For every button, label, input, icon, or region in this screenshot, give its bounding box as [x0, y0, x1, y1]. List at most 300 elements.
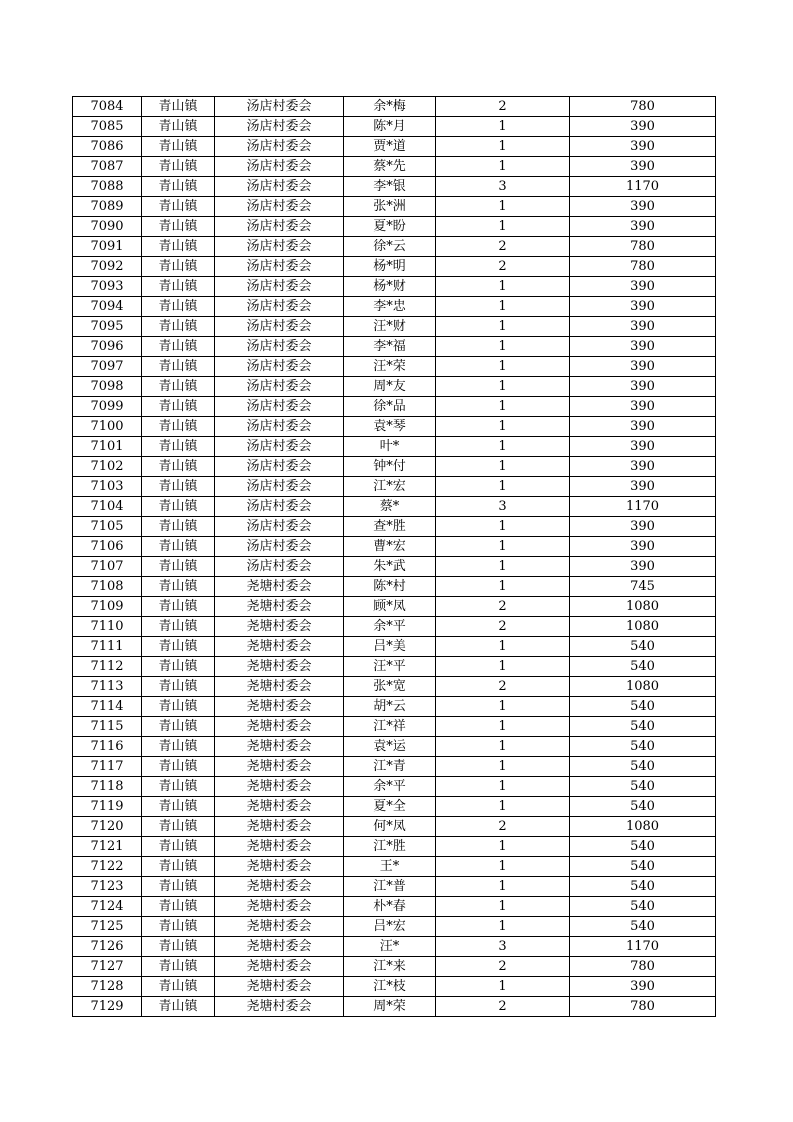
cell-town: 青山镇: [142, 917, 215, 937]
table-row: [73, 417, 716, 437]
cell-amount: 1170: [570, 497, 716, 517]
cell-amount: 780: [570, 237, 716, 257]
table-row: [73, 297, 716, 317]
table-row: [73, 437, 716, 457]
cell-town: 青山镇: [142, 837, 215, 857]
cell-amount: 1170: [570, 937, 716, 957]
cell-name: 江*胜: [344, 837, 436, 857]
table-row: [73, 697, 716, 717]
table-row: [73, 97, 716, 117]
cell-amount: 390: [570, 357, 716, 377]
cell-id: 7121: [73, 837, 142, 857]
cell-name: 袁*琴: [344, 417, 436, 437]
table-row: [73, 877, 716, 897]
cell-id: 7119: [73, 797, 142, 817]
cell-count: 2: [436, 617, 570, 637]
cell-town: 青山镇: [142, 797, 215, 817]
table-row: [73, 657, 716, 677]
cell-count: 1: [436, 797, 570, 817]
cell-count: 3: [436, 177, 570, 197]
cell-id: 7096: [73, 337, 142, 357]
cell-name: 汪*财: [344, 317, 436, 337]
cell-town: 青山镇: [142, 897, 215, 917]
cell-amount: 390: [570, 557, 716, 577]
cell-village: 汤店村委会: [215, 117, 344, 137]
cell-town: 青山镇: [142, 857, 215, 877]
cell-town: 青山镇: [142, 97, 215, 117]
cell-id: 7105: [73, 517, 142, 537]
table-row: [73, 217, 716, 237]
cell-amount: 540: [570, 637, 716, 657]
cell-name: 王*: [344, 857, 436, 877]
cell-id: 7098: [73, 377, 142, 397]
cell-village: 尧塘村委会: [215, 957, 344, 977]
cell-village: 汤店村委会: [215, 537, 344, 557]
cell-id: 7092: [73, 257, 142, 277]
cell-count: 1: [436, 297, 570, 317]
cell-amount: 540: [570, 917, 716, 937]
cell-town: 青山镇: [142, 117, 215, 137]
cell-village: 尧塘村委会: [215, 697, 344, 717]
cell-id: 7114: [73, 697, 142, 717]
cell-amount: 780: [570, 97, 716, 117]
cell-village: 汤店村委会: [215, 317, 344, 337]
cell-village: 尧塘村委会: [215, 857, 344, 877]
cell-amount: 780: [570, 997, 716, 1017]
cell-village: 汤店村委会: [215, 157, 344, 177]
cell-amount: 390: [570, 457, 716, 477]
cell-count: 2: [436, 237, 570, 257]
cell-town: 青山镇: [142, 457, 215, 477]
cell-village: 汤店村委会: [215, 337, 344, 357]
cell-id: 7110: [73, 617, 142, 637]
cell-village: 尧塘村委会: [215, 597, 344, 617]
cell-name: 蔡*: [344, 497, 436, 517]
data-table: [72, 96, 716, 1017]
cell-amount: 540: [570, 837, 716, 857]
cell-amount: 540: [570, 657, 716, 677]
cell-name: 吕*宏: [344, 917, 436, 937]
table-row: [73, 817, 716, 837]
cell-id: 7088: [73, 177, 142, 197]
cell-name: 顾*凤: [344, 597, 436, 617]
cell-count: 1: [436, 537, 570, 557]
cell-name: 江*枝: [344, 977, 436, 997]
cell-amount: 390: [570, 477, 716, 497]
cell-name: 江*宏: [344, 477, 436, 497]
cell-count: 1: [436, 277, 570, 297]
cell-town: 青山镇: [142, 957, 215, 977]
cell-count: 3: [436, 497, 570, 517]
cell-amount: 390: [570, 197, 716, 217]
table-row: [73, 157, 716, 177]
table-row: [73, 517, 716, 537]
cell-village: 汤店村委会: [215, 277, 344, 297]
cell-village: 尧塘村委会: [215, 637, 344, 657]
cell-village: 尧塘村委会: [215, 777, 344, 797]
cell-name: 陈*村: [344, 577, 436, 597]
cell-town: 青山镇: [142, 777, 215, 797]
cell-amount: 540: [570, 877, 716, 897]
cell-name: 朴*春: [344, 897, 436, 917]
cell-amount: 1080: [570, 617, 716, 637]
cell-id: 7128: [73, 977, 142, 997]
table-row: [73, 977, 716, 997]
cell-town: 青山镇: [142, 337, 215, 357]
cell-name: 余*平: [344, 617, 436, 637]
cell-count: 2: [436, 97, 570, 117]
cell-town: 青山镇: [142, 517, 215, 537]
cell-id: 7099: [73, 397, 142, 417]
cell-id: 7102: [73, 457, 142, 477]
cell-count: 2: [436, 677, 570, 697]
cell-village: 汤店村委会: [215, 417, 344, 437]
cell-name: 余*平: [344, 777, 436, 797]
cell-amount: 390: [570, 377, 716, 397]
cell-count: 1: [436, 577, 570, 597]
cell-count: 1: [436, 117, 570, 137]
cell-count: 1: [436, 857, 570, 877]
cell-name: 朱*武: [344, 557, 436, 577]
table-row: [73, 637, 716, 657]
cell-town: 青山镇: [142, 297, 215, 317]
cell-id: 7085: [73, 117, 142, 137]
table-row: [73, 717, 716, 737]
cell-amount: 540: [570, 797, 716, 817]
cell-town: 青山镇: [142, 977, 215, 997]
cell-id: 7125: [73, 917, 142, 937]
cell-town: 青山镇: [142, 877, 215, 897]
cell-id: 7124: [73, 897, 142, 917]
cell-name: 杨*明: [344, 257, 436, 277]
cell-name: 张*洲: [344, 197, 436, 217]
table-row: [73, 477, 716, 497]
cell-village: 汤店村委会: [215, 517, 344, 537]
cell-village: 汤店村委会: [215, 257, 344, 277]
cell-name: 胡*云: [344, 697, 436, 717]
cell-amount: 540: [570, 777, 716, 797]
table-row: [73, 257, 716, 277]
cell-village: 尧塘村委会: [215, 797, 344, 817]
cell-village: 尧塘村委会: [215, 997, 344, 1017]
cell-town: 青山镇: [142, 197, 215, 217]
cell-amount: 390: [570, 417, 716, 437]
cell-count: 1: [436, 437, 570, 457]
cell-amount: 540: [570, 897, 716, 917]
cell-village: 汤店村委会: [215, 177, 344, 197]
cell-name: 曹*宏: [344, 537, 436, 557]
cell-name: 江*普: [344, 877, 436, 897]
cell-town: 青山镇: [142, 697, 215, 717]
cell-count: 2: [436, 257, 570, 277]
cell-id: 7109: [73, 597, 142, 617]
cell-id: 7094: [73, 297, 142, 317]
cell-name: 查*胜: [344, 517, 436, 537]
cell-amount: 1170: [570, 177, 716, 197]
cell-id: 7120: [73, 817, 142, 837]
cell-village: 汤店村委会: [215, 297, 344, 317]
table-row: [73, 777, 716, 797]
cell-town: 青山镇: [142, 617, 215, 637]
cell-town: 青山镇: [142, 497, 215, 517]
cell-count: 1: [436, 417, 570, 437]
cell-count: 2: [436, 597, 570, 617]
cell-name: 何*凤: [344, 817, 436, 837]
cell-village: 尧塘村委会: [215, 937, 344, 957]
table-row: [73, 457, 716, 477]
table-row: [73, 757, 716, 777]
cell-count: 1: [436, 317, 570, 337]
cell-count: 1: [436, 637, 570, 657]
cell-amount: 1080: [570, 597, 716, 617]
cell-village: 尧塘村委会: [215, 817, 344, 837]
cell-count: 1: [436, 877, 570, 897]
cell-count: 1: [436, 217, 570, 237]
cell-count: 1: [436, 377, 570, 397]
cell-village: 尧塘村委会: [215, 737, 344, 757]
cell-village: 尧塘村委会: [215, 717, 344, 737]
cell-village: 汤店村委会: [215, 377, 344, 397]
cell-town: 青山镇: [142, 417, 215, 437]
cell-village: 汤店村委会: [215, 137, 344, 157]
cell-amount: 390: [570, 297, 716, 317]
table-row: [73, 737, 716, 757]
cell-id: 7089: [73, 197, 142, 217]
cell-amount: 540: [570, 857, 716, 877]
cell-name: 陈*月: [344, 117, 436, 137]
cell-village: 尧塘村委会: [215, 977, 344, 997]
cell-amount: 390: [570, 277, 716, 297]
cell-id: 7112: [73, 657, 142, 677]
cell-count: 1: [436, 757, 570, 777]
cell-amount: 390: [570, 317, 716, 337]
table-body: [73, 97, 716, 1017]
table-row: [73, 577, 716, 597]
cell-amount: 780: [570, 257, 716, 277]
table-row: [73, 497, 716, 517]
table-row: [73, 237, 716, 257]
cell-id: 7106: [73, 537, 142, 557]
cell-village: 尧塘村委会: [215, 917, 344, 937]
cell-village: 汤店村委会: [215, 557, 344, 577]
cell-id: 7126: [73, 937, 142, 957]
cell-id: 7084: [73, 97, 142, 117]
cell-amount: 540: [570, 757, 716, 777]
table-row: [73, 397, 716, 417]
cell-id: 7103: [73, 477, 142, 497]
cell-count: 1: [436, 697, 570, 717]
cell-town: 青山镇: [142, 357, 215, 377]
cell-id: 7087: [73, 157, 142, 177]
cell-name: 夏*盼: [344, 217, 436, 237]
cell-count: 1: [436, 657, 570, 677]
cell-town: 青山镇: [142, 317, 215, 337]
cell-amount: 780: [570, 957, 716, 977]
cell-name: 李*福: [344, 337, 436, 357]
cell-town: 青山镇: [142, 397, 215, 417]
cell-town: 青山镇: [142, 377, 215, 397]
cell-count: 1: [436, 137, 570, 157]
cell-village: 尧塘村委会: [215, 897, 344, 917]
cell-name: 汪*平: [344, 657, 436, 677]
table-row: [73, 897, 716, 917]
cell-amount: 540: [570, 717, 716, 737]
table-row: [73, 557, 716, 577]
cell-name: 贾*道: [344, 137, 436, 157]
table-row: [73, 617, 716, 637]
cell-village: 汤店村委会: [215, 397, 344, 417]
cell-name: 徐*品: [344, 397, 436, 417]
cell-count: 1: [436, 557, 570, 577]
cell-id: 7123: [73, 877, 142, 897]
cell-count: 3: [436, 937, 570, 957]
cell-village: 汤店村委会: [215, 217, 344, 237]
cell-count: 2: [436, 997, 570, 1017]
cell-id: 7090: [73, 217, 142, 237]
cell-amount: 390: [570, 977, 716, 997]
table-row: [73, 357, 716, 377]
cell-id: 7097: [73, 357, 142, 377]
cell-count: 1: [436, 337, 570, 357]
cell-count: 1: [436, 477, 570, 497]
cell-amount: 390: [570, 397, 716, 417]
cell-village: 汤店村委会: [215, 97, 344, 117]
table-row: [73, 917, 716, 937]
cell-name: 徐*云: [344, 237, 436, 257]
table-row: [73, 337, 716, 357]
cell-name: 蔡*先: [344, 157, 436, 177]
cell-id: 7122: [73, 857, 142, 877]
cell-id: 7127: [73, 957, 142, 977]
cell-id: 7095: [73, 317, 142, 337]
cell-town: 青山镇: [142, 437, 215, 457]
cell-village: 尧塘村委会: [215, 657, 344, 677]
cell-name: 叶*: [344, 437, 436, 457]
cell-id: 7118: [73, 777, 142, 797]
cell-id: 7129: [73, 997, 142, 1017]
cell-count: 1: [436, 197, 570, 217]
cell-name: 周*荣: [344, 997, 436, 1017]
table-row: [73, 797, 716, 817]
cell-name: 汪*: [344, 937, 436, 957]
cell-town: 青山镇: [142, 537, 215, 557]
cell-count: 1: [436, 457, 570, 477]
table-row: [73, 597, 716, 617]
cell-id: 7117: [73, 757, 142, 777]
cell-town: 青山镇: [142, 597, 215, 617]
cell-town: 青山镇: [142, 997, 215, 1017]
table-row: [73, 317, 716, 337]
cell-town: 青山镇: [142, 817, 215, 837]
cell-town: 青山镇: [142, 137, 215, 157]
cell-count: 1: [436, 157, 570, 177]
cell-town: 青山镇: [142, 657, 215, 677]
cell-name: 江*青: [344, 757, 436, 777]
cell-name: 杨*财: [344, 277, 436, 297]
cell-id: 7111: [73, 637, 142, 657]
table-row: [73, 377, 716, 397]
table-row: [73, 957, 716, 977]
table-row: [73, 197, 716, 217]
cell-id: 7091: [73, 237, 142, 257]
table-row: [73, 177, 716, 197]
cell-amount: 390: [570, 137, 716, 157]
cell-town: 青山镇: [142, 757, 215, 777]
cell-amount: 390: [570, 117, 716, 137]
cell-count: 2: [436, 817, 570, 837]
cell-name: 周*友: [344, 377, 436, 397]
cell-village: 汤店村委会: [215, 457, 344, 477]
cell-count: 1: [436, 517, 570, 537]
cell-name: 江*来: [344, 957, 436, 977]
cell-name: 夏*全: [344, 797, 436, 817]
cell-amount: 390: [570, 537, 716, 557]
cell-id: 7116: [73, 737, 142, 757]
table-row: [73, 937, 716, 957]
cell-town: 青山镇: [142, 177, 215, 197]
cell-count: 2: [436, 957, 570, 977]
cell-town: 青山镇: [142, 157, 215, 177]
cell-count: 1: [436, 737, 570, 757]
cell-town: 青山镇: [142, 637, 215, 657]
cell-name: 李*银: [344, 177, 436, 197]
cell-amount: 540: [570, 737, 716, 757]
cell-id: 7115: [73, 717, 142, 737]
cell-village: 汤店村委会: [215, 357, 344, 377]
cell-town: 青山镇: [142, 257, 215, 277]
cell-count: 1: [436, 917, 570, 937]
table-row: [73, 857, 716, 877]
cell-id: 7113: [73, 677, 142, 697]
table-row: [73, 837, 716, 857]
cell-name: 吕*美: [344, 637, 436, 657]
cell-village: 尧塘村委会: [215, 677, 344, 697]
cell-id: 7104: [73, 497, 142, 517]
cell-town: 青山镇: [142, 217, 215, 237]
cell-name: 袁*运: [344, 737, 436, 757]
table-row: [73, 537, 716, 557]
cell-amount: 745: [570, 577, 716, 597]
cell-amount: 390: [570, 157, 716, 177]
cell-amount: 390: [570, 517, 716, 537]
cell-amount: 1080: [570, 817, 716, 837]
cell-village: 汤店村委会: [215, 477, 344, 497]
cell-id: 7086: [73, 137, 142, 157]
cell-town: 青山镇: [142, 557, 215, 577]
cell-village: 尧塘村委会: [215, 617, 344, 637]
cell-town: 青山镇: [142, 937, 215, 957]
cell-amount: 390: [570, 437, 716, 457]
cell-village: 尧塘村委会: [215, 877, 344, 897]
cell-village: 尧塘村委会: [215, 757, 344, 777]
cell-village: 尧塘村委会: [215, 577, 344, 597]
cell-town: 青山镇: [142, 717, 215, 737]
table-row: [73, 137, 716, 157]
table-row: [73, 677, 716, 697]
table-row: [73, 277, 716, 297]
table-row: [73, 117, 716, 137]
cell-id: 7093: [73, 277, 142, 297]
cell-town: 青山镇: [142, 677, 215, 697]
cell-id: 7101: [73, 437, 142, 457]
cell-count: 1: [436, 837, 570, 857]
cell-name: 张*宽: [344, 677, 436, 697]
cell-village: 尧塘村委会: [215, 837, 344, 857]
cell-id: 7100: [73, 417, 142, 437]
cell-village: 汤店村委会: [215, 237, 344, 257]
cell-count: 1: [436, 777, 570, 797]
cell-village: 汤店村委会: [215, 197, 344, 217]
